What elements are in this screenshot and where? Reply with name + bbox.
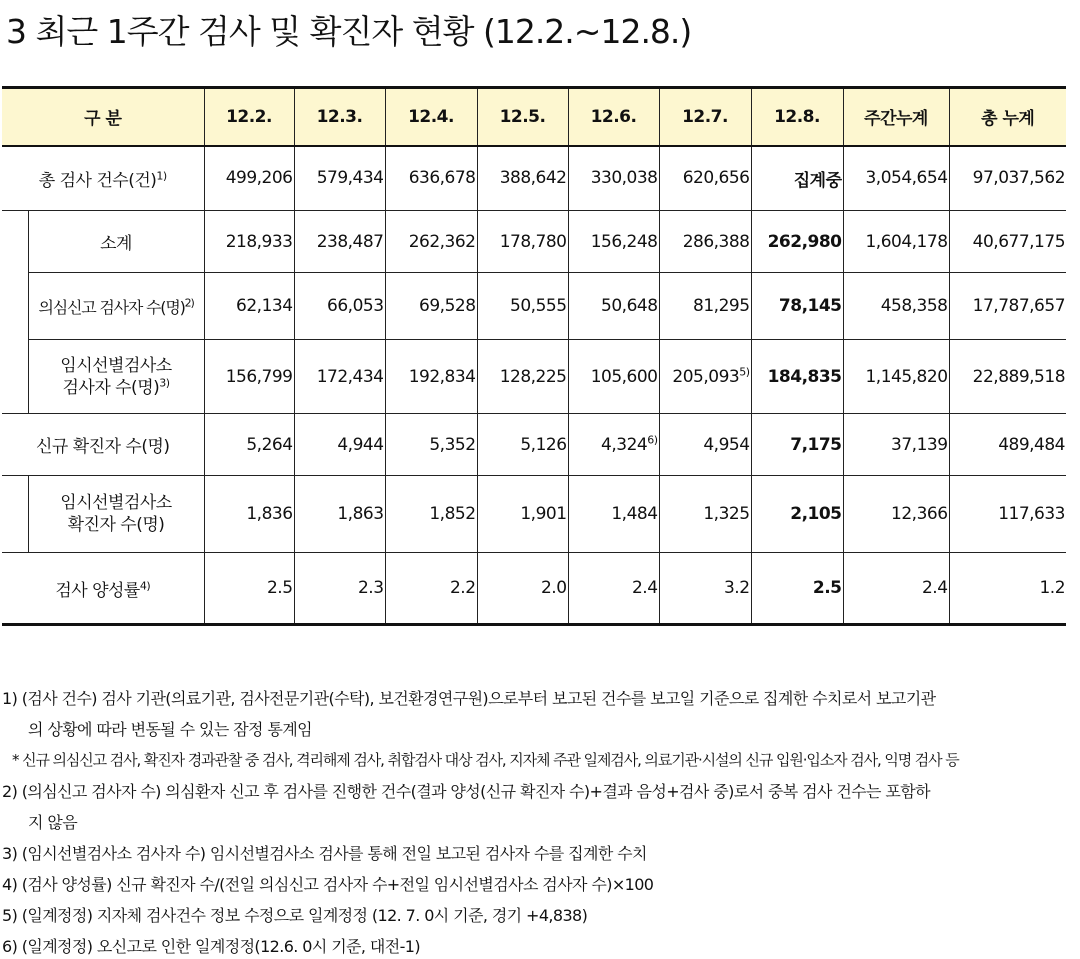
- table-cell: 499,206: [204, 146, 294, 211]
- table-cell: 105,600: [568, 340, 659, 414]
- table-cell: 1,863: [294, 476, 385, 553]
- table-cell: 2.3: [294, 553, 385, 625]
- table-cell: 156,799: [204, 340, 294, 414]
- table-row: [2, 146, 1066, 211]
- table-cell: 1,325: [659, 476, 751, 553]
- table-cell: 97,037,562: [949, 146, 1066, 211]
- table-row: [2, 340, 1066, 414]
- table-cell: 3.2: [659, 553, 751, 625]
- header-category: 구 분: [2, 88, 204, 146]
- table-cell: 66,053: [294, 273, 385, 340]
- table-cell: 50,648: [568, 273, 659, 340]
- table-header-row: [2, 88, 1066, 146]
- row-label: 소계: [28, 211, 204, 273]
- table-cell: 3,054,654: [843, 146, 949, 211]
- footnote-1: 1) (검사 건수) 검사 기관(의료기관, 검사전문기관(수탁), 보건환경연구원)으로부터 보고된 건수를 보고일 기준으로 집계한 수치로서 보고기관: [2, 689, 936, 708]
- table-cell: 37,139: [843, 414, 949, 476]
- table-cell: 1,901: [477, 476, 568, 553]
- table-cell: 50,555: [477, 273, 568, 340]
- table-row: [2, 211, 1066, 273]
- footnote-5: 5) (일계정정) 지자체 검사건수 정보 수정으로 일계정정 (12. 7. 0시 기준, 경기 +4,838): [2, 906, 588, 925]
- table-cell: 4,324$^{6)}$: [568, 414, 659, 476]
- table-cell: 262,980: [751, 211, 843, 273]
- table-cell: 1,836: [204, 476, 294, 553]
- table-cell: 2.0: [477, 553, 568, 625]
- table-row: [2, 553, 1066, 625]
- table-cell: 117,633: [949, 476, 1066, 553]
- table-cell: 636,678: [385, 146, 477, 211]
- table-cell: 579,434: [294, 146, 385, 211]
- footnote-4: 4) (검사 양성률) 신규 확진자 수/(전일 의심신고 검사자 수+전일 임시선별검사소 검사자 수)×100: [2, 875, 654, 894]
- table-row: [2, 273, 1066, 340]
- header-cumulative-total: 총 누계: [949, 88, 1066, 146]
- header-date: 12.2.: [204, 88, 294, 146]
- table-cell: 5,126: [477, 414, 568, 476]
- table-cell: 218,933: [204, 211, 294, 273]
- table-cell: 330,038: [568, 146, 659, 211]
- table-cell: 2.4: [568, 553, 659, 625]
- table-cell: 2.5: [751, 553, 843, 625]
- table-cell: 2.2: [385, 553, 477, 625]
- header-date: 12.4.: [385, 88, 477, 146]
- row-label: 임시선별검사소 확진자 수(명): [28, 476, 204, 553]
- row-label: 총 검사 건수(건)$^{1)}$: [2, 146, 204, 211]
- page-title: 3 최근 1주간 검사 및 확진자 현황 (12.2.~12.8.): [6, 12, 692, 51]
- table-cell: 62,134: [204, 273, 294, 340]
- group-indent: [2, 476, 28, 553]
- table-cell: 40,677,175: [949, 211, 1066, 273]
- footnote-2: 2) (의심신고 검사자 수) 의심환자 신고 후 검사를 진행한 건수(결과 양성(신규 확진자 수)+결과 음성+검사 중)로서 중복 검사 건수는 포함하: [2, 782, 930, 801]
- table-cell: 178,780: [477, 211, 568, 273]
- footnotes: [2, 683, 1078, 959]
- table-cell: 262,362: [385, 211, 477, 273]
- table-cell: 238,487: [294, 211, 385, 273]
- footnote-star: * 신규 의심신고 검사, 확진자 경과관찰 중 검사, 격리해제 검사, 취합검사 대상 검사, 지자체 주관 일제검사, 의료기관·시설의 신규 입원·입소자 검사, 익명 검사 등: [12, 751, 959, 769]
- table-cell: 1,604,178: [843, 211, 949, 273]
- table-cell: 192,834: [385, 340, 477, 414]
- table-cell: 2.5: [204, 553, 294, 625]
- header-date: 12.8.: [751, 88, 843, 146]
- footnote-3: 3) (임시선별검사소 검사자 수) 임시선별검사소 검사를 통해 전일 보고된 검사자 수를 집계한 수치: [2, 844, 647, 863]
- table-cell: 69,528: [385, 273, 477, 340]
- table-row: [2, 476, 1066, 553]
- table-cell: 205,093$^{5)}$: [659, 340, 751, 414]
- header-date: 12.5.: [477, 88, 568, 146]
- table-cell: 620,656: [659, 146, 751, 211]
- table-cell: 388,642: [477, 146, 568, 211]
- row-label: 의심신고 검사자 수(명)$^{2)}$: [28, 273, 204, 340]
- table-cell: 78,145: [751, 273, 843, 340]
- row-label: 신규 확진자 수(명): [2, 414, 204, 476]
- table-cell: 156,248: [568, 211, 659, 273]
- group-indent: [2, 211, 28, 414]
- footnote-1-continued: 의 상황에 따라 변동될 수 있는 잠정 통계임: [28, 720, 312, 739]
- row-label: 임시선별검사소 검사자 수(명)$^{3)}$: [28, 340, 204, 414]
- table-cell: 5,264: [204, 414, 294, 476]
- table-cell: 489,484: [949, 414, 1066, 476]
- table-row: [2, 414, 1066, 476]
- table-cell: 172,434: [294, 340, 385, 414]
- table-cell: 집계중: [751, 146, 843, 211]
- table-cell: 5,352: [385, 414, 477, 476]
- footnote-2-continued: 지 않음: [28, 813, 78, 832]
- table-cell: 184,835: [751, 340, 843, 414]
- table-cell: 4,954: [659, 414, 751, 476]
- table-cell: 17,787,657: [949, 273, 1066, 340]
- table-cell: 22,889,518: [949, 340, 1066, 414]
- table-cell: 4,944: [294, 414, 385, 476]
- header-date: 12.3.: [294, 88, 385, 146]
- table-cell: 12,366: [843, 476, 949, 553]
- table-cell: 286,388: [659, 211, 751, 273]
- table-cell: 458,358: [843, 273, 949, 340]
- table-cell: 1,852: [385, 476, 477, 553]
- table-cell: 1,145,820: [843, 340, 949, 414]
- table-cell: 7,175: [751, 414, 843, 476]
- table-cell: 128,225: [477, 340, 568, 414]
- table-cell: 2,105: [751, 476, 843, 553]
- statistics-table: [2, 86, 1066, 626]
- table-cell: 1.2: [949, 553, 1066, 625]
- table-cell: 2.4: [843, 553, 949, 625]
- footnote-6: 6) (일계정정) 오신고로 인한 일계정정(12.6. 0시 기준, 대전-1): [2, 937, 420, 956]
- header-date: 12.6.: [568, 88, 659, 146]
- header-date: 12.7.: [659, 88, 751, 146]
- header-weekly-total: 주간누계: [843, 88, 949, 146]
- table-cell: 1,484: [568, 476, 659, 553]
- row-label: 검사 양성률$^{4)}$: [2, 553, 204, 625]
- table-cell: 81,295: [659, 273, 751, 340]
